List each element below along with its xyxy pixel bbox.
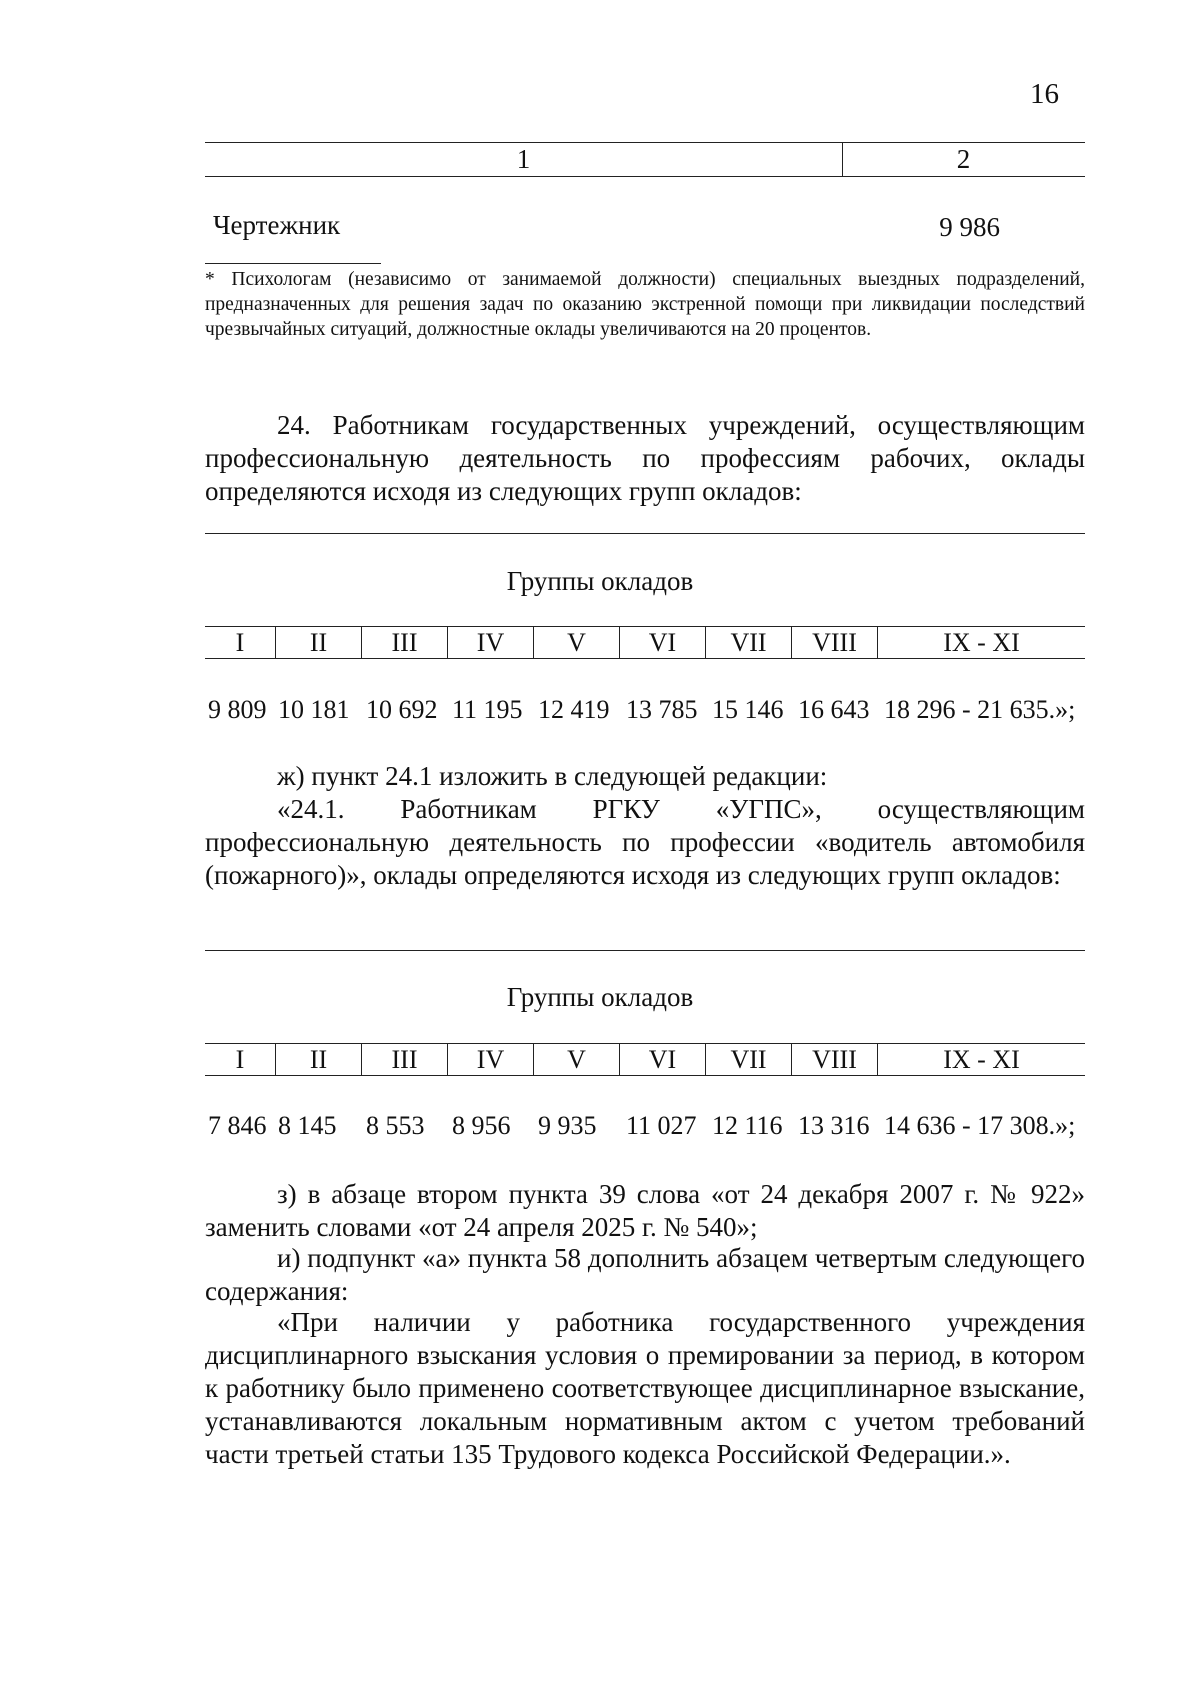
group-header-cell: VII: [705, 1043, 791, 1076]
header-col-2: 2: [956, 144, 971, 174]
group-header-cell: III: [361, 1043, 447, 1076]
group-header-cell: IV: [447, 626, 533, 659]
table2-header: [205, 1043, 1085, 1076]
group-salary-value: 7 846: [208, 1111, 267, 1140]
group-header-cell: I: [235, 1044, 245, 1074]
group-salary-value: 10 181: [278, 695, 350, 724]
table2-caption: Группы окладов: [506, 982, 694, 1012]
group-header-cell: VII: [705, 626, 791, 659]
page-number: 16: [1030, 78, 1059, 110]
group-header-cell: VIII: [791, 1043, 877, 1076]
group-salary-value: 15 146: [712, 695, 784, 724]
group-header-cell: II: [275, 1043, 361, 1076]
group-salary-value: 8 145: [278, 1111, 337, 1140]
group-salary-value: 13 316: [798, 1111, 870, 1140]
table1-values: [208, 695, 1088, 725]
group-header-cell: V: [533, 626, 619, 659]
table1-top-rule: [205, 533, 1085, 534]
paragraph-z: з) в абзаце втором пункта 39 слова «от 24 декабря 2007 г. № 922» заменить словами «от 24 апреля 2025 г. № 540»;: [205, 1179, 1085, 1242]
group-header-cell: I: [235, 627, 245, 657]
group-header-cell: VIII: [791, 626, 877, 659]
header-col-1: 1: [516, 144, 531, 174]
position-salary: 9 986: [939, 212, 1000, 242]
group-salary-value: 18 296 - 21 635.»;: [884, 695, 1076, 724]
group-header-cell: IX - XI: [877, 1043, 1085, 1076]
group-header-cell: VI: [619, 626, 705, 659]
table1-caption: Группы окладов: [506, 566, 694, 596]
group-salary-value: 13 785: [626, 695, 698, 724]
table2-top-rule: [205, 950, 1085, 951]
paragraph-i: и) подпункт «а» пункта 58 дополнить абзацем четвертым следующего содержания:: [205, 1243, 1085, 1306]
table2-values: [208, 1111, 1088, 1141]
group-salary-value: 10 692: [366, 695, 438, 724]
table1-header: [205, 626, 1085, 659]
group-salary-value: 11 195: [452, 695, 523, 724]
group-header-cell: II: [275, 626, 361, 659]
group-header-cell: III: [361, 626, 447, 659]
paragraph-quote: «При наличии у работника государственного учреждения дисциплинарного взыскания условия о премировании за период, в котором к работнику было применено соответствующее дисциплинарное взыскание, устанавливаются локальным нормативным актом с учетом требований части третьей статьи 135 Трудового кодекса Российской Федерации.».: [205, 1307, 1085, 1469]
group-salary-value: 8 553: [366, 1111, 425, 1140]
footnote-separator: [205, 263, 381, 264]
footnote: * Психологам (независимо от занимаемой должности) специальных выездных подразделений, предназначенных для решения задач по оказанию экстренной помощи при ликвидации последствий чрезвычайных ситуаций, должностные оклады увеличиваются на 20 процентов.: [205, 269, 1085, 340]
group-salary-value: 12 116: [712, 1111, 783, 1140]
paragraph-24: 24. Работникам государственных учреждений, осуществляющим профессиональную деятельность по профессиям рабочих, оклады определяются исходя из следующих групп окладов:: [205, 410, 1085, 506]
group-salary-value: 16 643: [798, 695, 870, 724]
header-table-bottom-rule: [205, 176, 1085, 177]
group-salary-value: 12 419: [538, 695, 610, 724]
group-header-cell: V: [533, 1043, 619, 1076]
group-salary-value: 9 809: [208, 695, 267, 724]
group-salary-value: 9 935: [538, 1111, 597, 1140]
header-table-top-rule: [205, 142, 1085, 143]
group-salary-value: 8 956: [452, 1111, 511, 1140]
paragraph-24-1: «24.1. Работникам РГКУ «УГПС», осуществляющим профессиональную деятельность по профессии «водитель автомобиля (пожарного)», оклады определяются исходя из следующих групп окладов:: [205, 794, 1085, 890]
position-name: Чертежник: [213, 210, 341, 240]
group-header-cell: IV: [447, 1043, 533, 1076]
group-header-cell: IX - XI: [877, 626, 1085, 659]
group-salary-value: 14 636 - 17 308.»;: [884, 1111, 1076, 1140]
group-salary-value: 11 027: [626, 1111, 697, 1140]
paragraph-zh: ж) пункт 24.1 изложить в следующей редакции:: [277, 761, 828, 791]
group-header-cell: VI: [619, 1043, 705, 1076]
